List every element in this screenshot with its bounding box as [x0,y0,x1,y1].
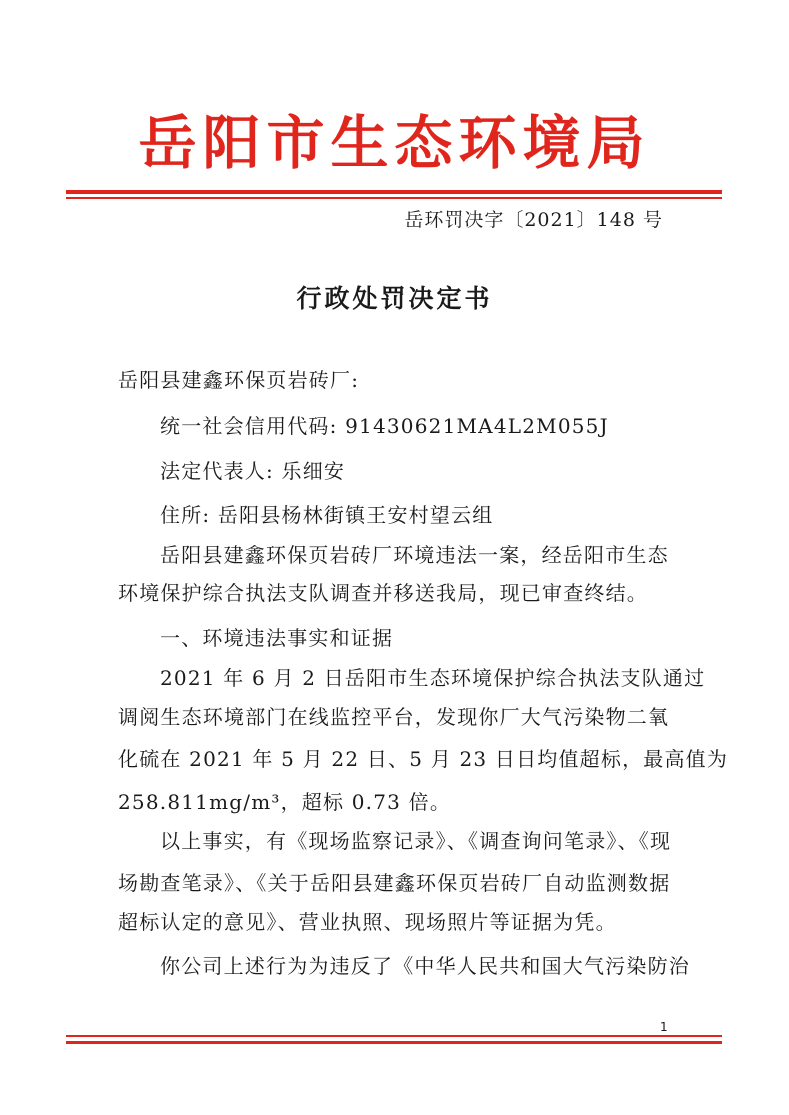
body-line: 2021 年 6 月 2 日岳阳市生态环境保护综合执法支队通过 [160,666,706,690]
header-rule-thin [66,197,722,199]
body-line: 岳阳县建鑫环保页岩砖厂环境违法一案，经岳阳市生态 [160,543,669,567]
address-line: 住所: 岳阳县杨林街镇王安村望云组 [160,503,494,527]
credit-code-line: 统一社会信用代码: 91430621MA4L2M055J [160,414,609,438]
footer-rule-thick [66,1035,722,1037]
document-title: 行政处罚决定书 [296,284,493,313]
body-line: 258.811mg/m³，超标 0.73 倍。 [118,790,452,814]
body-line: 化硫在 2021 年 5 月 22 日、5 月 23 日日均值超标，最高值为 [118,747,729,771]
footer-rule-thin [66,1041,722,1044]
body-line: 调阅生态环境部门在线监控平台，发现你厂大气污染物二氧 [118,705,670,729]
body-line: 场勘查笔录》、《关于岳阳县建鑫环保页岩砖厂自动监测数据 [118,871,671,895]
body-line: 你公司上述行为为违反了《中华人民共和国大气污染防治 [160,954,690,978]
header-rule-thick [66,190,722,194]
document-number: 岳环罚决字〔2021〕148 号 [404,209,663,231]
agency-header: 岳阳市生态环境局 [138,109,651,177]
section-heading: 一、环境违法事实和证据 [160,626,394,650]
body-line: 超标认定的意见》、营业执照、现场照片等证据为凭。 [118,910,617,934]
legal-representative-line: 法定代表人: 乐细安 [160,459,346,483]
recipient-line: 岳阳县建鑫环保页岩砖厂: [118,368,360,392]
body-line: 环境保护综合执法支队调查并移送我局，现已审查终结。 [118,581,648,605]
body-line: 以上事实，有《现场监察记录》、《调查询问笔录》、《现 [160,829,672,853]
page-number: 1 [660,1020,668,1034]
